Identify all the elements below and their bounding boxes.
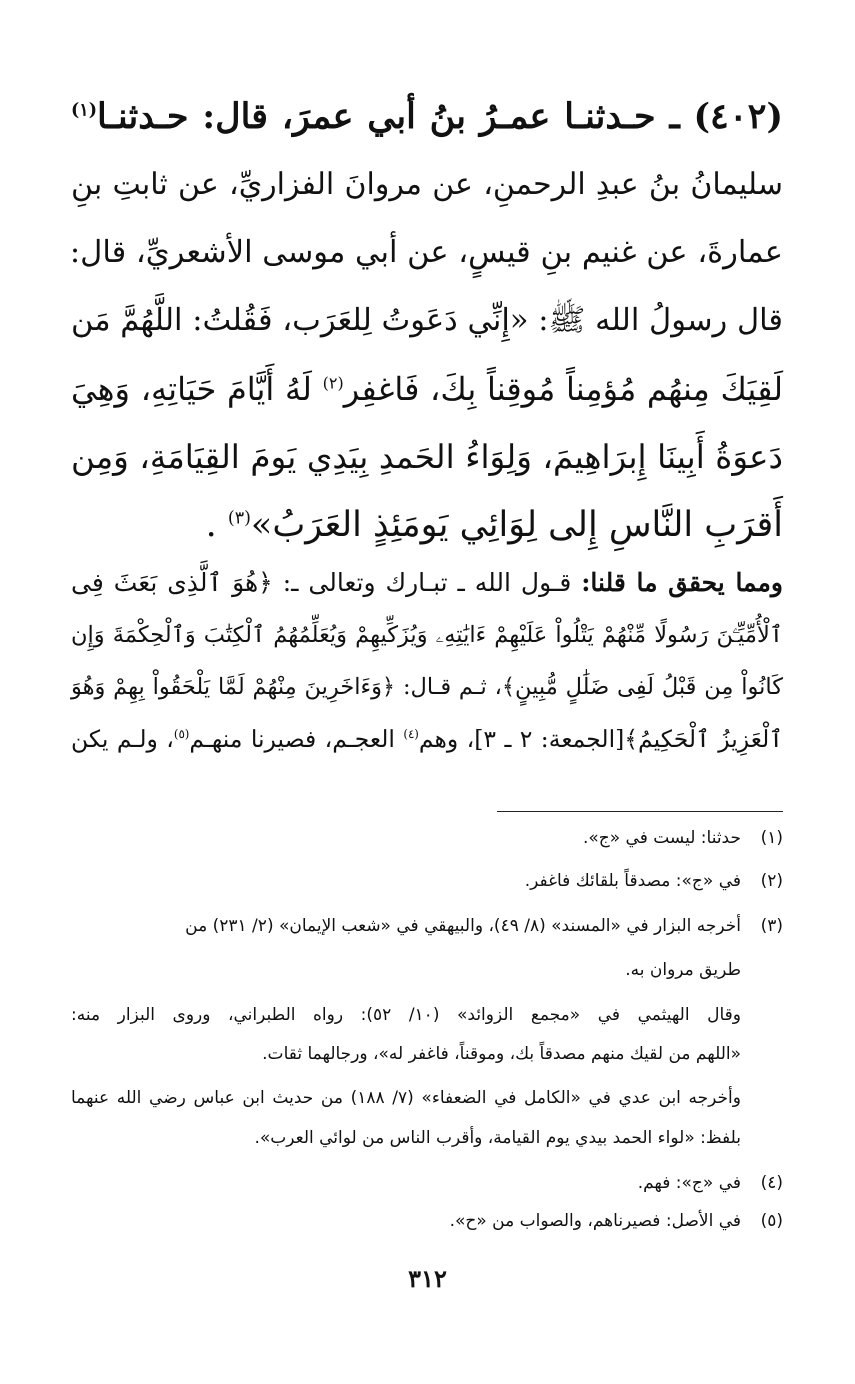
footnote-divider <box>497 811 783 812</box>
footnote-ref-1[interactable]: (١) <box>71 100 97 121</box>
footnote-ref-4[interactable]: (٤) <box>403 727 419 742</box>
hadith-line-7: أَقرَبِ النَّاسِ إِلى لِوَائِي يَومَئِذٍ العَرَبُ»$^{(٣)}$ . <box>205 505 783 545</box>
footnote-ref-5[interactable]: (٥) <box>173 727 190 742</box>
footnote-3-para-2b: «اللهم من لقيك منهم مصدقاً بك، وموقناً، فاغفر له»، ورجالهما ثقات. <box>262 1044 741 1064</box>
footnote-5: (٥)في الأصل: فصيرناهم، والصواب من «ح». <box>71 1206 783 1236</box>
footnote-3-para-2a: وقال الهيثمي في «مجمع الزوائد» (١٠/ ٥٢): رواه الطبراني، وروى البزار منه: <box>71 1005 741 1025</box>
footnote-3-para-3b: بلفظ: «لواء الحمد بيدي يوم القيامة، وأقرب الناس من لوائي العرب». <box>254 1128 741 1148</box>
footnote-ref-3[interactable]: (٣) <box>227 508 251 529</box>
footnote-number: (٥) <box>760 1211 783 1231</box>
page-number: ٣١٢ <box>408 1264 447 1293</box>
footnote-number: (٢) <box>760 871 783 891</box>
footnote-number: (٤) <box>760 1173 783 1193</box>
hadith-line-3: عمارةَ، عن غنيم بنِ قيسٍ، عن أبي موسى الأشعريِّ، قال: <box>69 235 783 270</box>
footnote-2: (٢)في «ج»: مصدقاً بلقائك فاغفر. <box>71 866 783 896</box>
commentary-line-2: ٱلْأُمِّيِّـۧنَ رَسُولًا مِّنْهُمْ يَتْلُواْ عَلَيْهِمْ ءَايَٰتِهِۦ وَيُزَكِّيهِمْ وَيُعَلِّمُهُمُ ٱلْكِتَٰبَ وَٱلْحِكْمَةَ وَإِن <box>71 622 783 648</box>
hadith-line-6: دَعوَةُ أَبِينَا إِبرَاهِيمَ، وَلِوَاءُ الحَمدِ بِيَدِي يَومَ القِيَامَةِ، وَمِن <box>71 438 783 476</box>
hadith-line-2: سليمانُ بنُ عبدِ الرحمنِ، عن مروانَ الفزاريِّ، عن ثابتِ بنِ <box>71 167 783 202</box>
commentary-line-4: ٱلْعَزِيزُ ٱلْحَكِيمُ﴾[الجمعة: ٢ ـ ٣]، وهم$^{(٤)}$ العجـم، فصيرنا منهـم$^{(٥)}$، ولـم يكن <box>71 725 784 753</box>
footnote-3-continued: طريق مروان به. <box>625 960 741 980</box>
footnote-3: (٣)أخرجه البزار في «المسند» (٨/ ٤٩)، والبيهقي في «شعب الإيمان» (٢/ ٢٣١) من <box>71 911 783 941</box>
hadith-line-4: قال رسولُ الله ﷺ: «إِنِّي دَعَوتُ لِلعَرَب، فَقُلتُ: اللَّهُمَّ مَن <box>71 303 783 338</box>
footnote-1: (١)حدثنا: ليست في «ج». <box>71 823 783 853</box>
hadith-line-1: (٤٠٢) ـ حـدثنـا عمـرُ بنُ أبي عمرَ، قال: حـدثنـا$^{(١)}$ <box>71 96 783 137</box>
footnote-4: (٤)في «ج»: فهم. <box>71 1168 783 1198</box>
footnote-ref-2[interactable]: (٢) <box>322 373 344 393</box>
commentary-lead: ومما يحقق ما قلنا: <box>581 568 783 597</box>
commentary-line-1: ومما يحقق ما قلنا: قـول الله ـ تبـارك وتعالى ـ: ﴿هُوَ ٱلَّذِى بَعَثَ فِى <box>71 568 783 597</box>
footnote-3-para-3a: وأخرجه ابن عدي في «الكامل في الضعفاء» (٧/ ١٨٨) من حديث ابن عباس رضي الله عنهما <box>71 1088 741 1108</box>
footnote-number: (١) <box>760 828 783 848</box>
hadith-line-5: لَقِيَكَ مِنهُم مُؤمِناً مُوقِناً بِكَ، فَاغفِر$^{(٢)}$ لَهُ أَيَّامَ حَيَاتِهِ، وَهِيَ <box>71 370 784 408</box>
commentary-line-3: كَانُواْ مِن قَبْلُ لَفِى ضَلَٰلٍ مُّبِينٍ﴾، ثـم قـال: ﴿وَءَاخَرِينَ مِنْهُمْ لَمَّا يَلْحَقُواْ بِهِمْ وَهُوَ <box>71 674 783 700</box>
footnote-number: (٣) <box>760 916 783 936</box>
